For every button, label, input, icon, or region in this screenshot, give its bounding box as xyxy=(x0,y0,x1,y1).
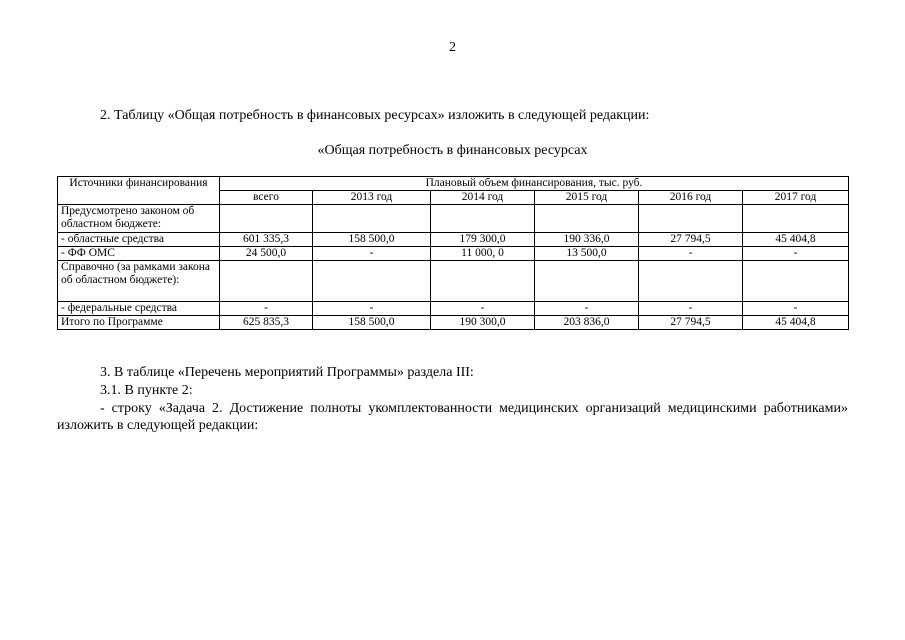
cell: 11 000, 0 xyxy=(431,247,535,261)
table-row xyxy=(58,247,849,261)
item-3-text: 3. В таблице «Перечень мероприятий Программы» раздела III: xyxy=(100,365,474,380)
table-header-row-1 xyxy=(58,177,849,191)
row-label: - федеральные средства xyxy=(58,302,220,316)
cell: - xyxy=(639,302,743,316)
cell: 24 500,0 xyxy=(220,247,313,261)
table-title: «Общая потребность в финансовых ресурсах xyxy=(317,143,588,158)
cell: - xyxy=(535,302,639,316)
row-label: Предусмотрено законом об областном бюджете: xyxy=(58,205,220,233)
column-header: 2017 год xyxy=(743,191,849,205)
table-row xyxy=(58,302,849,316)
item-3-1-body: - строку «Задача 2. Достижение полноты укомплектованности медицинских организаций медицинскими работниками» изложить в следующей редакции: xyxy=(57,401,848,433)
cell xyxy=(313,205,431,233)
cell xyxy=(535,261,639,302)
column-header: 2016 год xyxy=(639,191,743,205)
cell: - xyxy=(743,247,849,261)
item-2-text: 2. Таблицу «Общая потребность в финансовых ресурсах» изложить в следующей редакции: xyxy=(100,108,650,123)
header-plan: Плановый объем финансирования, тыс. руб. xyxy=(220,177,849,191)
cell: 601 335,3 xyxy=(220,233,313,247)
cell: 27 794,5 xyxy=(639,316,743,330)
cell: 45 404,8 xyxy=(743,233,849,247)
cell xyxy=(431,205,535,233)
cell xyxy=(535,205,639,233)
cell xyxy=(431,261,535,302)
column-header: 2014 год xyxy=(431,191,535,205)
cell: 158 500,0 xyxy=(313,316,431,330)
column-header: 2015 год xyxy=(535,191,639,205)
cell: 190 336,0 xyxy=(535,233,639,247)
cell: 27 794,5 xyxy=(639,233,743,247)
cell xyxy=(639,205,743,233)
cell: - xyxy=(431,302,535,316)
cell: 45 404,8 xyxy=(743,316,849,330)
cell xyxy=(743,205,849,233)
cell: 13 500,0 xyxy=(535,247,639,261)
table-row xyxy=(58,205,849,233)
financing-table xyxy=(57,176,849,330)
cell: 203 836,0 xyxy=(535,316,639,330)
cell: - xyxy=(313,247,431,261)
item-3-1-text: 3.1. В пункте 2: xyxy=(100,383,193,398)
cell: - xyxy=(220,302,313,316)
page-number: 2 xyxy=(449,40,456,55)
cell xyxy=(220,205,313,233)
cell: 179 300,0 xyxy=(431,233,535,247)
table-row xyxy=(58,233,849,247)
table-row xyxy=(58,261,849,302)
cell xyxy=(743,261,849,302)
row-label: - областные средства xyxy=(58,233,220,247)
column-header: всего xyxy=(220,191,313,205)
row-label: Итого по Программе xyxy=(58,316,220,330)
cell: 158 500,0 xyxy=(313,233,431,247)
row-label: - ФФ ОМС xyxy=(58,247,220,261)
cell xyxy=(220,261,313,302)
table-row xyxy=(58,316,849,330)
row-label: Справочно (за рамками закона об областном бюджете): xyxy=(58,261,220,302)
cell xyxy=(313,261,431,302)
cell xyxy=(639,261,743,302)
cell: - xyxy=(313,302,431,316)
column-header: 2013 год xyxy=(313,191,431,205)
cell: 625 835,3 xyxy=(220,316,313,330)
cell: 190 300,0 xyxy=(431,316,535,330)
header-source: Источники финансирования xyxy=(58,177,220,205)
cell: - xyxy=(743,302,849,316)
cell: - xyxy=(639,247,743,261)
